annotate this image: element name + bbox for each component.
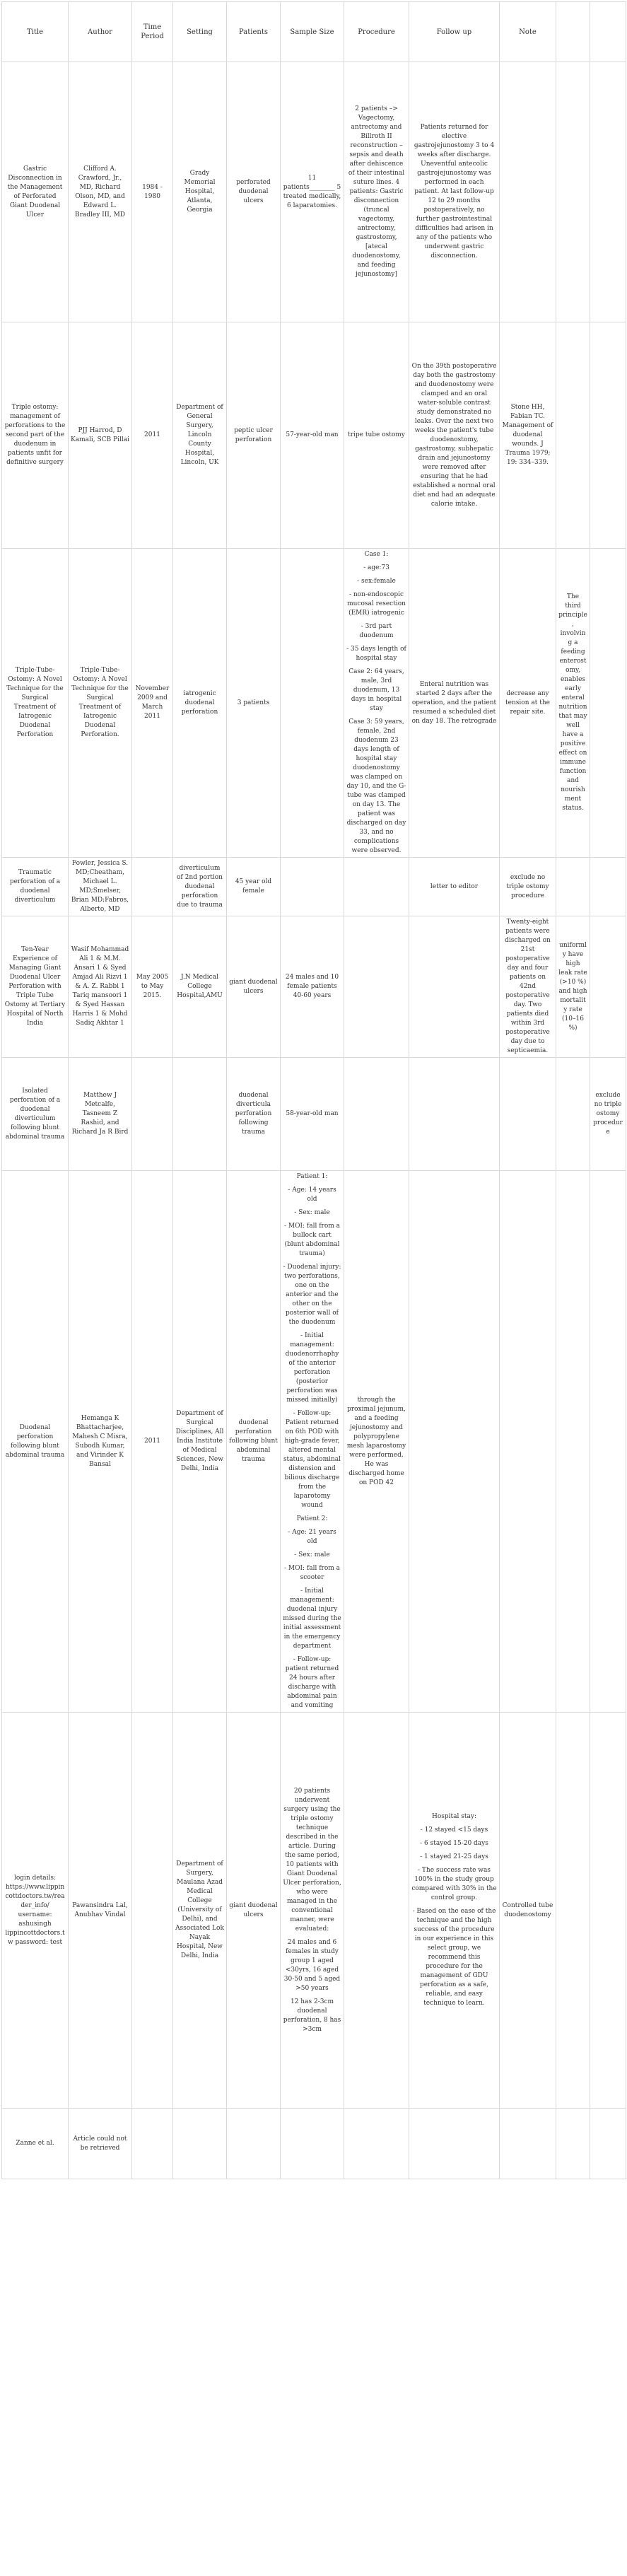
cell-paragraph: 2 patients –> Vagectomy, antrectomy and Billroth II reconstruction – sepsis and death after dehiscence of their intestinal suture lines. 4 patients: Gastric disconnection (truncal vagectomy, antrectomy, gastrostomy, [atecal duodenostomy, and feeding jejunostomy] xyxy=(348,105,405,278)
cell-extra1 xyxy=(556,1713,590,2109)
cell-period xyxy=(132,858,173,916)
cell-patients: giant duodenal ulcers xyxy=(227,1713,281,2109)
cell-procedure xyxy=(344,1713,409,2109)
header-cell: Author xyxy=(69,2,132,62)
table-row xyxy=(2,1171,626,1713)
table-row xyxy=(2,549,626,858)
cell-setting: iatrogenic duodenal perforation xyxy=(173,549,227,858)
cell-paragraph: - sex:female xyxy=(357,578,396,585)
cell-period: November 2009 and March 2011 xyxy=(132,549,173,858)
cell-patients: giant duodenal ulcers xyxy=(227,916,281,1058)
cell-title: Ten-Year Experience of Managing Giant Duodenal Ulcer Perforation with Triple Tube Ostomy at Tertiary Hospital of North India xyxy=(2,916,69,1058)
cell-extra1 xyxy=(556,322,590,549)
cell-extra1 xyxy=(556,62,590,322)
cell-followup xyxy=(409,858,500,916)
cell-setting: diverticulum of 2nd portion duodenal perforation due to trauma xyxy=(173,858,227,916)
cell-setting: Grady Memorial Hospital, Atlanta, Georgia xyxy=(173,62,227,322)
cell-setting: J.N Medical College Hospital,AMU xyxy=(173,916,227,1058)
cell-author: Fowler, Jessica S. MD;Cheatham, Michael L. MD;Smelser, Brian MD;Fabros, Alberto, MD xyxy=(69,858,132,916)
cell-paragraph: - Sex: male xyxy=(294,1551,330,1558)
cell-setting: Department of Surgical Disciplines, All India Institute of Medical Sciences, New Delhi, India xyxy=(173,1171,227,1713)
cell-note xyxy=(500,62,556,322)
cell-paragraph: - The success rate was 100% in the study group compared with 30% in the control group. xyxy=(411,1867,497,1901)
cell-title: Duodenal perforation following blunt abdominal trauma xyxy=(2,1171,69,1713)
cell-period xyxy=(132,2109,173,2179)
cell-followup xyxy=(409,916,500,1058)
cell-paragraph: - MOI: fall from a scooter xyxy=(283,1565,341,1581)
cell-patients: duodenal perforation following blunt abdominal trauma xyxy=(227,1171,281,1713)
header-cell: Procedure xyxy=(344,2,409,62)
cell-author: Triple-Tube-Ostomy: A Novel Technique for the Surgical Treatment of Iatrogenic Duodenal Perforation. xyxy=(69,549,132,858)
cell-paragraph: - Follow-up: Patient returned on 6th POD with high-grade fever, altered mental status, abdominal distension and bilious discharge from the laparotomy wound xyxy=(283,1410,341,1509)
cell-patients: perforated duodenal ulcers xyxy=(227,62,281,322)
cell-paragraph: - Age: 21 years old xyxy=(288,1529,336,1545)
cell-paragraph: Case 1: xyxy=(364,551,389,558)
cell-procedure xyxy=(344,916,409,1058)
cell-paragraph: Controlled tube duodenostomy xyxy=(502,1901,553,1918)
cell-followup xyxy=(409,549,500,858)
cell-note xyxy=(500,1058,556,1171)
cell-paragraph: Twenty-eight patients were discharged on 21st postoperative day and four patients on 42nd postoperative day. Two patients died within 3rd postoperative day due to septicaemia. xyxy=(505,919,551,1054)
cell-followup xyxy=(409,1171,500,1713)
cell-setting: Department of Surgery, Maulana Azad Medical College (University of Delhi), and Associated Lok Nayak Hospital, New Delhi, India xyxy=(173,1713,227,2109)
cell-extra1: uniformly have high leak rate (>10 %) and high mortality rate (10–16 %) xyxy=(556,916,590,1058)
header-cell xyxy=(556,2,590,62)
table-row xyxy=(2,2109,626,2179)
review-table xyxy=(1,1,626,2179)
table-row xyxy=(2,322,626,549)
cell-extra2: exclude no triple ostomy procedure xyxy=(590,1058,626,1171)
cell-sample xyxy=(281,62,344,322)
table-row xyxy=(2,1713,626,2109)
cell-setting xyxy=(173,1058,227,1171)
cell-extra1 xyxy=(556,1171,590,1713)
cell-setting xyxy=(173,2109,227,2179)
cell-sample xyxy=(281,2109,344,2179)
cell-paragraph: Case 2: 64 years, male, 3rd duodenum, 13 days in hospital stay xyxy=(348,668,404,712)
cell-author: Hemanga K Bhattacharjee, Mahesh C Misra, Subodh Kumar, and Virinder K Bansal xyxy=(69,1171,132,1713)
cell-paragraph: - Based on the ease of the technique and the high success of the procedure in our experience in this select group, we recommend this procedure for the management of GDU perforation as a safe, reliable, and easy technique to learn. xyxy=(412,1908,496,2007)
cell-paragraph: - Duodenal injury: two perforations, one on the anterior and the other on the posterior wall of the duodenum xyxy=(283,1264,341,1326)
cell-author: Pawansindra Lal, Anubhav Vindal xyxy=(69,1713,132,2109)
cell-paragraph: - age:73 xyxy=(363,564,389,571)
header-cell: Follow up xyxy=(409,2,500,62)
cell-paragraph: - 12 stayed <15 days xyxy=(420,1826,488,1834)
cell-paragraph: tripe tube ostomy xyxy=(348,431,405,438)
cell-followup xyxy=(409,2109,500,2179)
cell-patients: duodenal diverticula perforation following trauma xyxy=(227,1058,281,1171)
cell-author: Article could not be retrieved xyxy=(69,2109,132,2179)
table-row xyxy=(2,1058,626,1171)
cell-paragraph: letter to editor xyxy=(430,882,479,890)
cell-extra2 xyxy=(590,2109,626,2179)
cell-paragraph: Hospital stay: xyxy=(432,1813,476,1820)
table-row xyxy=(2,62,626,322)
cell-paragraph: - Follow-up: patient returned 24 hours after discharge with abdominal pain and vomiting xyxy=(285,1656,339,1709)
cell-extra2 xyxy=(590,322,626,549)
cell-paragraph: - Initial management: duodenorrhaphy of the anterior perforation (posterior perforation was missed initially) xyxy=(285,1332,339,1404)
cell-author: Wasif Mohammad Ali 1 & M.M. Ansari 1 & Syed Amjad Ali Rizvi 1 & A. Z. Rabbi 1 Tariq mansoori 1 & Syed Hassan Harris 1 & Mohd Sadiq Akhtar 1 xyxy=(69,916,132,1058)
cell-extra1 xyxy=(556,1058,590,1171)
cell-period: 2011 xyxy=(132,322,173,549)
cell-paragraph: 57-year-old man xyxy=(286,431,339,438)
cell-patients xyxy=(227,2109,281,2179)
cell-note xyxy=(500,1713,556,2109)
cell-procedure xyxy=(344,2109,409,2179)
cell-setting: Department of General Surgery, Lincoln County Hospital, Lincoln, UK xyxy=(173,322,227,549)
cell-note xyxy=(500,549,556,858)
cell-paragraph: - Sex: male xyxy=(294,1209,330,1216)
cell-procedure xyxy=(344,62,409,322)
cell-author: Matthew J Metcalfe, Tasneem Z Rashid, and Richard Ja R Bird xyxy=(69,1058,132,1171)
cell-procedure xyxy=(344,549,409,858)
cell-title: Triple-Tube-Ostomy: A Novel Technique for the Surgical Treatment of Iatrogenic Duodenal Perforation xyxy=(2,549,69,858)
cell-period: 2011 xyxy=(132,1171,173,1713)
cell-sample xyxy=(281,858,344,916)
cell-period xyxy=(132,1713,173,2109)
cell-sample xyxy=(281,549,344,858)
cell-followup xyxy=(409,1058,500,1171)
header-cell xyxy=(590,2,626,62)
cell-paragraph: 24 males and 10 female patients 40-60 years xyxy=(285,974,339,999)
cell-paragraph: 58-year-old man xyxy=(286,1110,339,1117)
cell-followup xyxy=(409,1713,500,2109)
cell-paragraph: - 6 stayed 15-20 days xyxy=(420,1840,488,1847)
cell-paragraph: Case 3: 59 years, female, 2nd duodenum 23 days length of hospital stay duodenostomy was clamped on day 10, and the G-tube was clamped on day 13. The patient was discharged on day 33, and no complications were observed. xyxy=(346,718,406,854)
header-cell: Time Period xyxy=(132,2,173,62)
cell-extra1 xyxy=(556,858,590,916)
table-row xyxy=(2,858,626,916)
cell-paragraph: through the proximal jejunum, and a feeding jejunostomy and polypropylene mesh laparostomy were performed. He was discharged home on POD 42 xyxy=(346,1396,406,1486)
cell-extra2 xyxy=(590,916,626,1058)
cell-extra2 xyxy=(590,1713,626,2109)
cell-procedure xyxy=(344,1171,409,1713)
cell-sample xyxy=(281,1171,344,1713)
cell-extra1: The third principle, involving a feeding enterostomy, enables early enteral nutrition that may well have a positive effect on immune function and nourishment status. xyxy=(556,549,590,858)
header-cell: Sample Size xyxy=(281,2,344,62)
cell-paragraph: - 1 stayed 21-25 days xyxy=(420,1853,488,1860)
cell-note xyxy=(500,322,556,549)
cell-extra2 xyxy=(590,858,626,916)
cell-period xyxy=(132,1058,173,1171)
cell-patients: peptic ulcer perforation xyxy=(227,322,281,549)
cell-title: Gastric Disconnection in the Management of Perforated Giant Duodenal Ulcer xyxy=(2,62,69,322)
cell-procedure xyxy=(344,322,409,549)
header-row xyxy=(2,2,626,62)
cell-extra2 xyxy=(590,62,626,322)
cell-paragraph: Patient 1: xyxy=(296,1173,328,1180)
cell-period: 1984 - 1980 xyxy=(132,62,173,322)
cell-title: Triple ostomy: management of perforations to the second part of the duodenum in patients unfit for definitive surgery xyxy=(2,322,69,549)
cell-followup xyxy=(409,322,500,549)
cell-paragraph: - Initial management: duodenal injury missed during the initial assessment in the emergency department xyxy=(283,1587,341,1650)
cell-extra2 xyxy=(590,549,626,858)
cell-paragraph: 12 has 2-3cm duodenal perforation, 8 has >3cm xyxy=(283,1998,341,2033)
table-row xyxy=(2,916,626,1058)
cell-note xyxy=(500,858,556,916)
header-cell: Title xyxy=(2,2,69,62)
header-cell: Patients xyxy=(227,2,281,62)
cell-paragraph: Patient 2: xyxy=(296,1515,328,1522)
table-body xyxy=(2,62,626,2179)
cell-title: Traumatic perforation of a duodenal diverticulum xyxy=(2,858,69,916)
cell-paragraph: 11 patients________ 5 treated medically, 6 laparatomies. xyxy=(283,174,341,209)
cell-sample xyxy=(281,1058,344,1171)
cell-paragraph: - 35 days length of hospital stay xyxy=(346,646,406,662)
cell-extra1 xyxy=(556,2109,590,2179)
cell-note xyxy=(500,916,556,1058)
cell-sample xyxy=(281,1713,344,2109)
cell-paragraph: Stone HH, Fabian TC. Management of duodenal wounds. J Trauma 1979; 19: 334–339. xyxy=(502,404,553,466)
cell-title: login details: https://www.lippincottdoctors.tw/reader_info/ username: ashusingh lippincottdoctors.tw password: test xyxy=(2,1713,69,2109)
cell-title: Zanne et al. xyxy=(2,2109,69,2179)
cell-followup xyxy=(409,62,500,322)
cell-author: PJJ Harrod, D Kamali, SCB Pillai xyxy=(69,322,132,549)
cell-note xyxy=(500,2109,556,2179)
cell-sample xyxy=(281,322,344,549)
cell-procedure xyxy=(344,858,409,916)
cell-extra2 xyxy=(590,1171,626,1713)
cell-paragraph: - MOI: fall from a bullock cart (blunt abdominal trauma) xyxy=(283,1223,341,1257)
cell-procedure xyxy=(344,1058,409,1171)
cell-patients: 3 patients xyxy=(227,549,281,858)
header-cell: Note xyxy=(500,2,556,62)
cell-paragraph: decrease any tension at the repair site. xyxy=(505,689,550,716)
cell-sample xyxy=(281,916,344,1058)
cell-paragraph: Enteral nutrition was started 2 days after the operation, and the patient resumed a scheduled diet on day 18. The retrograde xyxy=(411,680,497,725)
cell-paragraph: - non-endoscopic mucosal resection (EMR) iatrogenic xyxy=(347,591,406,617)
cell-paragraph: 24 males and 6 females in study group 1 aged <30yrs, 16 aged 30-50 and 5 aged >50 years xyxy=(283,1938,341,1992)
cell-paragraph: - 3rd part duodenum xyxy=(359,623,394,639)
cell-paragraph: - Age: 14 years old xyxy=(288,1187,336,1203)
header-cell: Setting xyxy=(173,2,227,62)
cell-period: May 2005 to May 2015. xyxy=(132,916,173,1058)
cell-patients: 45 year old female xyxy=(227,858,281,916)
cell-paragraph: 20 patients underwent surgery using the triple ostomy technique described in the article. During the same period, 10 patients with Giant Duodenal Ulcer perforation, who were managed in the conventional manner, were evaluated: xyxy=(283,1787,341,1933)
cell-paragraph: On the 39th postoperative day both the gastrostomy and duodenostomy were clamped and an oral water-soluble contrast study demonstrated no leaks. Over the next two weeks the patient's tube duodenostomy, gastrostomy, subhepatic drain and jejunostomy were removed after ensuring that he had established a normal oral diet and had an adequate calorie intake. xyxy=(411,362,497,508)
cell-paragraph: exclude no triple ostomy procedure xyxy=(506,873,549,899)
cell-paragraph: Patients returned for elective gastrojejunostomy 3 to 4 weeks after discharge. Uneventful antecolic gastrojejunostomy was performed in each patient. At last follow-up 12 to 29 months postoperatively, no further gastrointestinal difficulties had arisen in any of the patients who underwent gastric disconnection. xyxy=(414,124,495,260)
cell-title: Isolated perforation of a duodenal diverticulum following blunt abdominal trauma xyxy=(2,1058,69,1171)
cell-author: Clifford A. Crawford, Jr., MD, Richard Olson, MD, and Edward L. Bradley III, MD xyxy=(69,62,132,322)
cell-note xyxy=(500,1171,556,1713)
